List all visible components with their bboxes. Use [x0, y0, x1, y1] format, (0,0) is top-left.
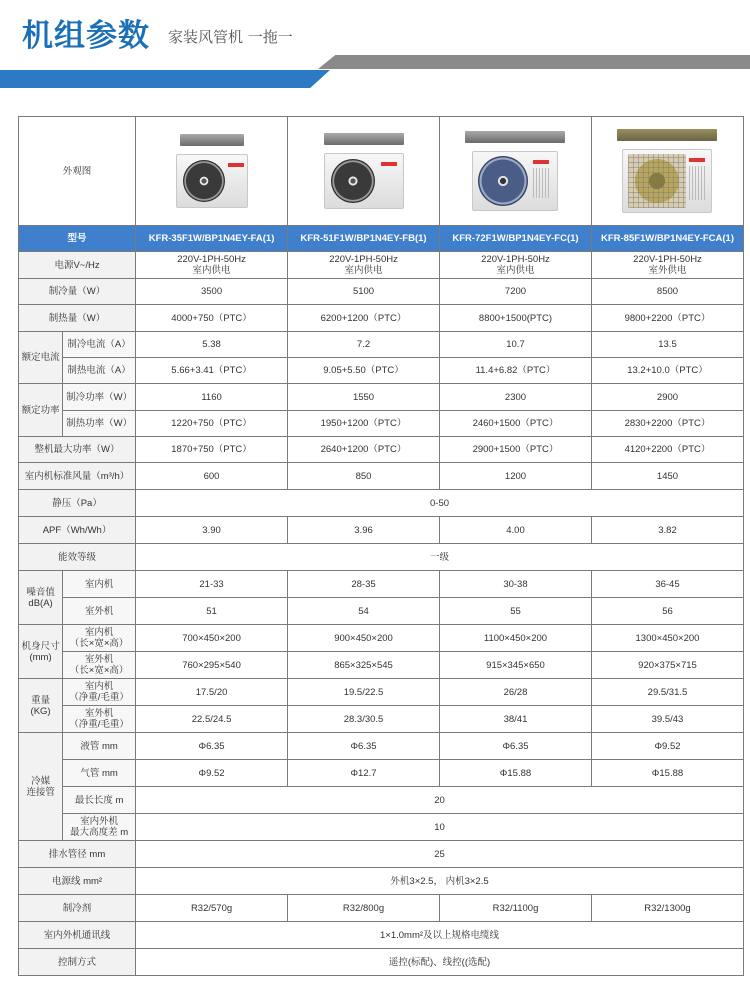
airflow-row — [19, 463, 744, 490]
table-cell: 0-50 — [136, 490, 744, 517]
table-cell: 38/41 — [440, 706, 592, 733]
table-cell: 1×1.0mm²及以上规格电缆线 — [136, 922, 744, 949]
model-2: KFR-51F1W/BP1N4EY-FB(1) — [288, 226, 440, 252]
max-power-row — [19, 437, 744, 463]
table-cell: 2830+2200（PTC） — [591, 411, 743, 437]
table-cell: 2460+1500（PTC） — [440, 411, 592, 437]
rated-current-heating-row — [19, 358, 744, 384]
table-cell: 39.5/43 — [591, 706, 743, 733]
pipe-max-length-label: 最长长度 m — [63, 787, 136, 814]
page-header — [0, 0, 750, 100]
table-cell: 1220+750（PTC） — [136, 411, 288, 437]
table-cell: 760×295×540 — [136, 652, 288, 679]
power-cable-label: 电源线 mm² — [19, 868, 136, 895]
power-source: 室内供电 — [344, 265, 383, 276]
table-cell: Φ12.7 — [288, 760, 440, 787]
table-cell: 9.05+5.50（PTC） — [288, 358, 440, 384]
table-cell: 外机3×2.5， 内机3×2.5 — [136, 868, 744, 895]
power-label: 电源V~/Hz — [19, 252, 136, 279]
dimensions-indoor-row — [19, 625, 744, 652]
pipe-liquid-label: 液管 mm — [63, 733, 136, 760]
table-cell: 8800+1500(PTC) — [440, 305, 592, 332]
table-cell: 10 — [136, 814, 744, 841]
table-cell: 850 — [288, 463, 440, 490]
control-row — [19, 949, 744, 976]
dimensions-outdoor-label: 室外机 （长×宽×高） — [63, 652, 136, 679]
table-cell: Φ6.35 — [136, 733, 288, 760]
table-cell: 5100 — [288, 279, 440, 305]
table-cell: 1450 — [591, 463, 743, 490]
weight-indoor-label: 室内机 （净重/毛重） — [63, 679, 136, 706]
table-cell: 11.4+6.82（PTC） — [440, 358, 592, 384]
noise-outdoor-row — [19, 598, 744, 625]
table-cell: Φ6.35 — [288, 733, 440, 760]
table-cell: 920×375×715 — [591, 652, 743, 679]
table-cell: 19.5/22.5 — [288, 679, 440, 706]
table-cell: 20 — [136, 787, 744, 814]
weight-indoor-row — [19, 679, 744, 706]
product-image-3 — [440, 117, 592, 226]
heating-capacity-label: 制热量（W） — [19, 305, 136, 332]
outdoor-unit-icon — [176, 154, 248, 208]
product-image-2 — [288, 117, 440, 226]
drain-pipe-row — [19, 841, 744, 868]
pipe-gas-label: 气管 mm — [63, 760, 136, 787]
table-cell: 28-35 — [288, 571, 440, 598]
table-cell: 3.96 — [288, 517, 440, 544]
apf-row — [19, 517, 744, 544]
power-spec: 220V-1PH-50Hz — [481, 254, 550, 265]
drain-pipe-label: 排水管径 mm — [19, 841, 136, 868]
table-cell: 51 — [136, 598, 288, 625]
table-cell: 30-38 — [440, 571, 592, 598]
table-cell: 遥控(标配)、线控((选配) — [136, 949, 744, 976]
dimensions-indoor-label: 室内机 （长×宽×高） — [63, 625, 136, 652]
cooling-power-label: 制冷功率（W） — [63, 384, 136, 411]
appearance-row — [19, 117, 744, 226]
cooling-capacity-row — [19, 279, 744, 305]
table-cell: R32/1300g — [591, 895, 743, 922]
model-label: 型号 — [19, 226, 136, 252]
rated-power-label: 额定功率 — [19, 384, 63, 437]
table-cell: Φ15.88 — [440, 760, 592, 787]
comm-cable-row — [19, 922, 744, 949]
pipe-max-height-row — [19, 814, 744, 841]
static-pressure-label: 静压（Pa） — [19, 490, 136, 517]
page-subtitle: 家装风管机 一拖一 — [168, 28, 293, 46]
table-cell: 900×450×200 — [288, 625, 440, 652]
table-cell: 8500 — [591, 279, 743, 305]
energy-grade-label: 能效等级 — [19, 544, 136, 571]
rated-current-cooling-row — [19, 332, 744, 358]
power-value-2 — [288, 252, 440, 279]
table-cell: R32/1100g — [440, 895, 592, 922]
apf-label: APF（Wh/Wh） — [19, 517, 136, 544]
noise-indoor-label: 室内机 — [63, 571, 136, 598]
header-blue-bar — [0, 70, 330, 88]
rated-current-label: 额定电流 — [19, 332, 63, 384]
refrigerant-label: 制冷剂 — [19, 895, 136, 922]
heating-capacity-row — [19, 305, 744, 332]
table-cell: 600 — [136, 463, 288, 490]
table-cell: 915×345×650 — [440, 652, 592, 679]
refrigerant-row — [19, 895, 744, 922]
dimensions-label: 机身尺寸 (mm) — [19, 625, 63, 679]
product-image-4 — [591, 117, 743, 226]
table-cell: 700×450×200 — [136, 625, 288, 652]
appearance-label: 外观图 — [19, 117, 136, 226]
model-row — [19, 226, 744, 252]
table-cell: 4.00 — [440, 517, 592, 544]
table-cell: 25 — [136, 841, 744, 868]
table-cell: 865×325×545 — [288, 652, 440, 679]
weight-outdoor-row — [19, 706, 744, 733]
heating-current-label: 制热电流（A） — [63, 358, 136, 384]
table-cell: 1300×450×200 — [591, 625, 743, 652]
table-cell: 一级 — [136, 544, 744, 571]
table-cell: 36-45 — [591, 571, 743, 598]
control-label: 控制方式 — [19, 949, 136, 976]
table-cell: 1950+1200（PTC） — [288, 411, 440, 437]
power-value-4 — [591, 252, 743, 279]
table-cell: R32/800g — [288, 895, 440, 922]
table-cell: 10.7 — [440, 332, 592, 358]
outdoor-unit-icon — [324, 153, 404, 209]
power-cable-row — [19, 868, 744, 895]
table-cell: 2900+1500（PTC） — [440, 437, 592, 463]
table-cell: 1160 — [136, 384, 288, 411]
page-title: 机组参数 — [22, 18, 150, 54]
max-power-label: 整机最大功率（W） — [19, 437, 136, 463]
table-cell: 9800+2200（PTC） — [591, 305, 743, 332]
power-row — [19, 252, 744, 279]
table-cell: 2900 — [591, 384, 743, 411]
table-cell: 7200 — [440, 279, 592, 305]
table-cell: 7.2 — [288, 332, 440, 358]
table-cell: Φ15.88 — [591, 760, 743, 787]
table-cell: 13.2+10.0（PTC） — [591, 358, 743, 384]
pipe-label: 冷媒 连接管 — [19, 733, 63, 841]
power-source: 室内供电 — [496, 265, 535, 276]
indoor-duct-unit-icon — [465, 131, 565, 143]
model-4: KFR-85F1W/BP1N4EY-FCA(1) — [591, 226, 743, 252]
table-cell: 5.66+3.41（PTC） — [136, 358, 288, 384]
table-cell: 3500 — [136, 279, 288, 305]
table-cell: 54 — [288, 598, 440, 625]
table-cell: 17.5/20 — [136, 679, 288, 706]
model-3: KFR-72F1W/BP1N4EY-FC(1) — [440, 226, 592, 252]
table-cell: 55 — [440, 598, 592, 625]
pipe-gas-row — [19, 760, 744, 787]
weight-outdoor-label: 室外机 （净重/毛重） — [63, 706, 136, 733]
cooling-current-label: 制冷电流（A） — [63, 332, 136, 358]
table-cell: Φ9.52 — [136, 760, 288, 787]
table-cell: 4000+750（PTC） — [136, 305, 288, 332]
power-source: 室外供电 — [648, 265, 687, 276]
outdoor-unit-icon — [472, 151, 558, 211]
table-cell: 1550 — [288, 384, 440, 411]
table-cell: 1100×450×200 — [440, 625, 592, 652]
noise-outdoor-label: 室外机 — [63, 598, 136, 625]
table-cell: 2300 — [440, 384, 592, 411]
dimensions-outdoor-row — [19, 652, 744, 679]
pipe-max-length-row — [19, 787, 744, 814]
model-1: KFR-35F1W/BP1N4EY-FA(1) — [136, 226, 288, 252]
table-cell: 2640+1200（PTC） — [288, 437, 440, 463]
table-cell: 29.5/31.5 — [591, 679, 743, 706]
table-cell: 3.90 — [136, 517, 288, 544]
header-gray-bar — [318, 55, 750, 69]
table-cell: Φ6.35 — [440, 733, 592, 760]
indoor-duct-unit-icon — [617, 129, 717, 141]
static-pressure-row — [19, 490, 744, 517]
table-cell: 21-33 — [136, 571, 288, 598]
heating-power-label: 制热功率（W） — [63, 411, 136, 437]
pipe-liquid-row — [19, 733, 744, 760]
power-value-3 — [440, 252, 592, 279]
power-spec: 220V-1PH-50Hz — [633, 254, 702, 265]
table-cell: Φ9.52 — [591, 733, 743, 760]
table-cell: 1200 — [440, 463, 592, 490]
power-spec: 220V-1PH-50Hz — [177, 254, 246, 265]
indoor-duct-unit-icon — [324, 133, 404, 145]
table-cell: 1870+750（PTC） — [136, 437, 288, 463]
rated-power-cooling-row — [19, 384, 744, 411]
table-cell: 3.82 — [591, 517, 743, 544]
table-cell: R32/570g — [136, 895, 288, 922]
table-cell: 5.38 — [136, 332, 288, 358]
power-value-1 — [136, 252, 288, 279]
indoor-duct-unit-icon — [180, 134, 244, 146]
table-cell: 26/28 — [440, 679, 592, 706]
pipe-max-height-label: 室内外机 最大高度差 m — [63, 814, 136, 841]
power-source: 室内供电 — [192, 265, 231, 276]
noise-label: 噪音值 dB(A) — [19, 571, 63, 625]
outdoor-unit-icon — [622, 149, 712, 213]
table-cell: 22.5/24.5 — [136, 706, 288, 733]
rated-power-heating-row — [19, 411, 744, 437]
weight-label: 重量 (KG) — [19, 679, 63, 733]
noise-indoor-row — [19, 571, 744, 598]
table-cell: 13.5 — [591, 332, 743, 358]
cooling-capacity-label: 制冷量（W） — [19, 279, 136, 305]
table-cell: 4120+2200（PTC） — [591, 437, 743, 463]
table-cell: 28.3/30.5 — [288, 706, 440, 733]
comm-cable-label: 室内外机通讯线 — [19, 922, 136, 949]
table-cell: 6200+1200（PTC） — [288, 305, 440, 332]
energy-grade-row — [19, 544, 744, 571]
airflow-label: 室内机标准风量（m³/h） — [19, 463, 136, 490]
product-image-1 — [136, 117, 288, 226]
table-cell: 56 — [591, 598, 743, 625]
power-spec: 220V-1PH-50Hz — [329, 254, 398, 265]
spec-table — [18, 116, 744, 976]
